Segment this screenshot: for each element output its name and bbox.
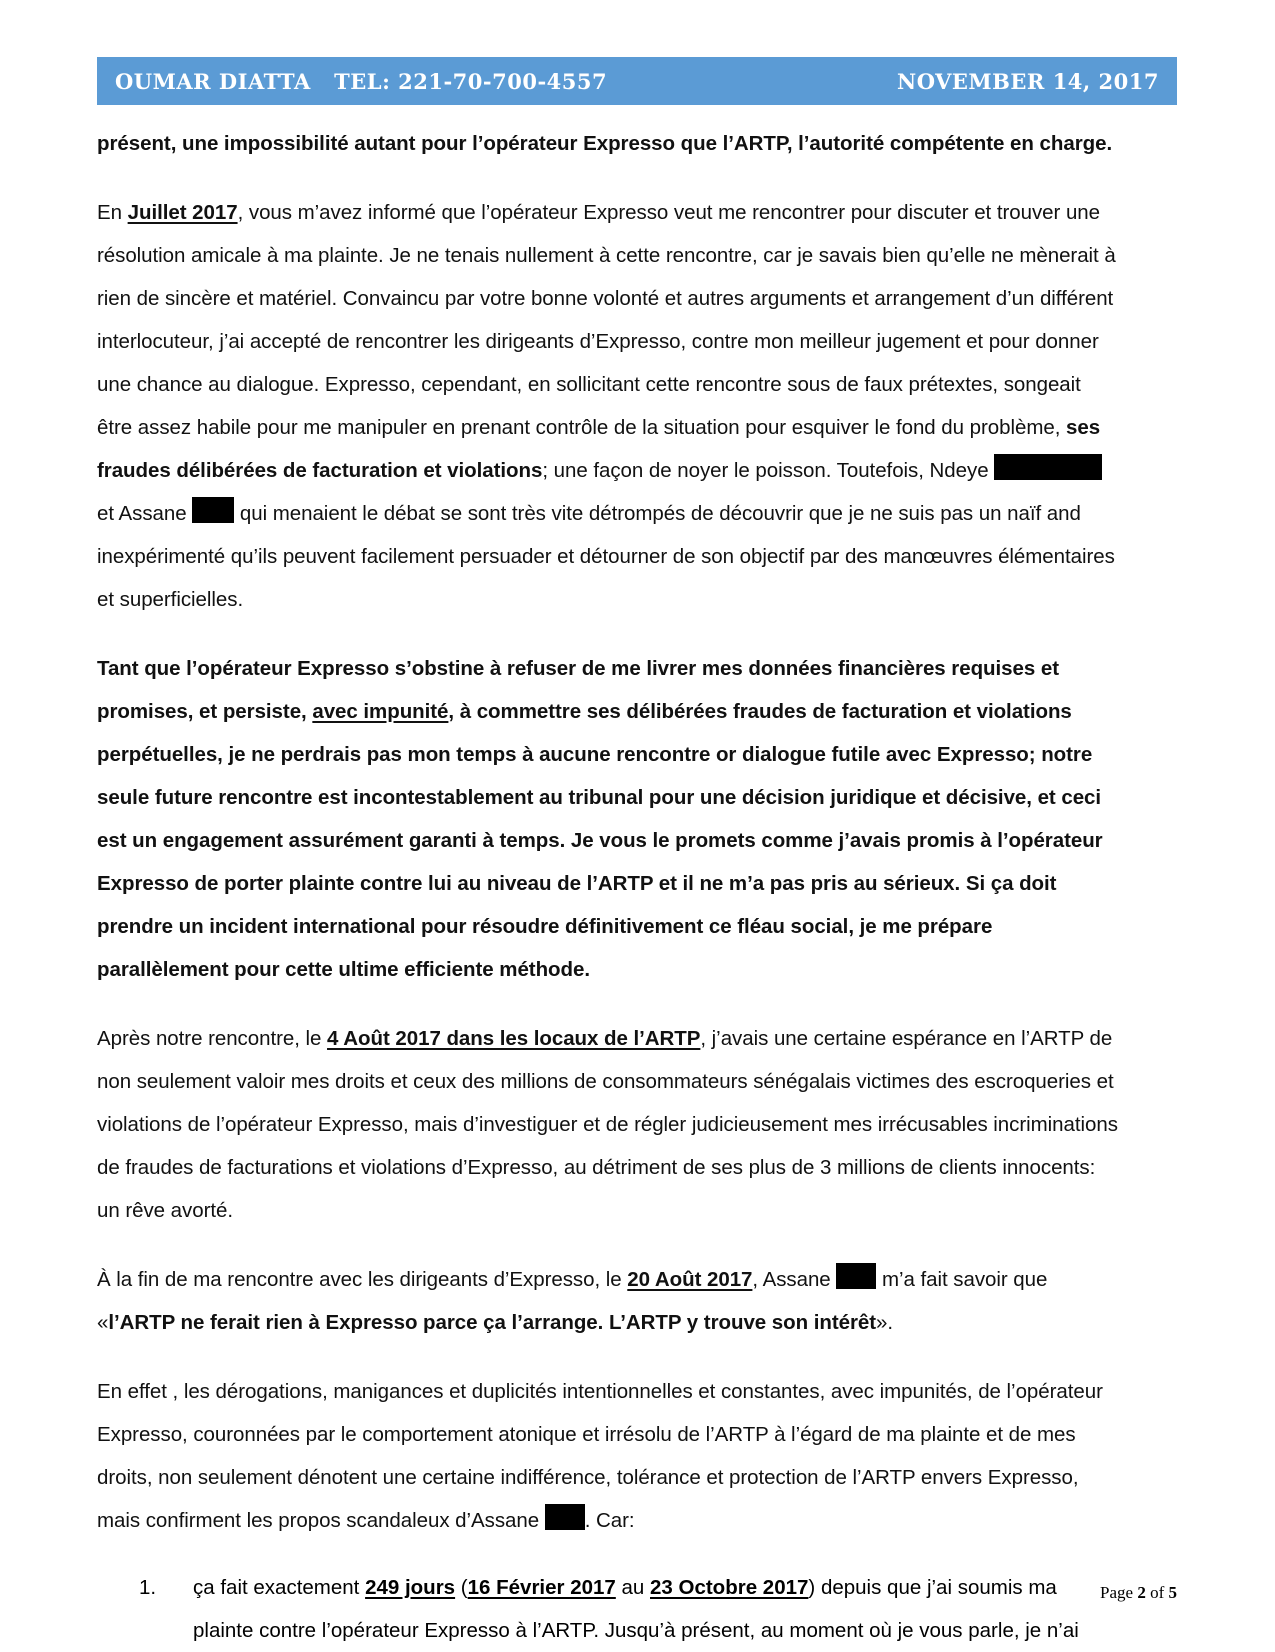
p4-segment-1: Après notre rencontre, le — [97, 1027, 328, 1050]
p3-underline-avec-impunite: avec impunité — [312, 700, 449, 723]
paragraph-3 — [97, 647, 1121, 991]
redaction-bar-assane-3 — [545, 1504, 585, 1530]
header-date: NOVEMBER 14, 2017 — [897, 68, 1159, 94]
li1-segment-1: ça fait exactement — [193, 1576, 366, 1599]
p4-segment-2: , j’avais une certaine espérance en l’ARTP de non seulement valoir mes droits et ceux des millions de consommateurs sénégalais victimes des escroqueries et violations de l’opérateur Expresso, mais d’investiguer et de régler judicieusement mes irrécusables incriminations de fraudes de facturations et violations d’Expresso, au détriment de ses plus de 3 millions de clients innocents: un rêve avorté. — [97, 1027, 1118, 1222]
footer-total-pages: 5 — [1168, 1583, 1177, 1602]
p2-segment-3: ; une façon de noyer le poisson. Toutefois, Ndeye — [542, 459, 995, 482]
paragraph-6 — [97, 1370, 1121, 1542]
p5-segment-2: , Assane — [752, 1268, 837, 1291]
p5-segment-1: À la fin de ma rencontre avec les dirigeants d’Expresso, le — [97, 1268, 628, 1291]
p4-date-4-aout-2017: 4 Août 2017 dans les locaux de l’ARTP — [327, 1027, 701, 1050]
p6-segment-1: En effet , les dérogations, manigances et duplicités intentionnelles et constantes, avec impunités, de l’opérateur Expresso, couronnées par le comportement atonique et irrésolu de l’ARTP à l’égard de ma plainte et de mes droits, non seulement dénotent une certaine indifférence, tolérance et protection de l’ARTP envers Expresso, mais confirment les propos scandaleux d’Assane — [97, 1380, 1103, 1532]
redaction-bar-assane-2 — [836, 1263, 876, 1289]
li1-days-count: 249 jours — [365, 1576, 456, 1599]
li1-segment-3: au — [615, 1576, 651, 1599]
li1-segment-4: ) depuis que j’ai soumis ma plainte contre l’opérateur Expresso à l’ARTP. Jusqu’à présent, au moment où je vous parle, je n’ai — [193, 1576, 1079, 1642]
p5-quote-text: l’ARTP ne ferait rien à Expresso parce ça l’arrange. L’ARTP y trouve son intérêt — [108, 1311, 877, 1334]
p5-segment-3: m’a fait savoir que — [876, 1268, 1048, 1291]
p3-segment-1: Tant que l’opérateur Expresso s’obstine à refuser de me livrer mes données financières requises et promises, et persiste, — [97, 657, 1059, 723]
paragraph-4 — [97, 1017, 1121, 1232]
footer-prefix: Page — [1100, 1583, 1138, 1602]
header-author-contact: OUMAR DIATTA TEL: 221-70-700-4557 — [115, 68, 608, 94]
p2-date-juillet-2017: Juillet 2017 — [127, 201, 238, 224]
paragraph-1 — [97, 122, 1121, 165]
redaction-bar-assane-1 — [192, 497, 234, 523]
numbered-list — [97, 1566, 1121, 1652]
p5-date-20-aout-2017: 20 Août 2017 — [627, 1268, 753, 1291]
p5-quote-close: ». — [876, 1311, 894, 1334]
redaction-bar-ndeye — [994, 454, 1102, 480]
p5-quote-open: « — [97, 1311, 109, 1334]
list-item — [97, 1566, 1121, 1652]
footer-current-page: 2 — [1137, 1583, 1146, 1602]
document-body — [97, 122, 1121, 1652]
p2-segment-5: qui menaient le débat se sont très vite détrompés de découvrir que je ne suis pas un naïf and inexpérimenté qu’ils peuvent facilement persuader et détourner de son objectif par des manœuvres élémentaires et superficielles. — [97, 502, 1115, 611]
li1-date-end: 23 Octobre 2017 — [650, 1576, 809, 1599]
p2-segment-2: , vous m’avez informé que l’opérateur Expresso veut me rencontrer pour discuter et trouver une résolution amicale à ma plainte. Je ne tenais nullement à cette rencontre, car je savais bien qu’elle ne mènerait à rien de sincère et matériel. Convaincu par votre bonne volonté et autres arguments et arrangement d’un différent interlocuteur, j’ai accepté de rencontrer les dirigeants d’Expresso, contre mon meilleur jugement et pour donner une chance au dialogue. Expresso, cependant, en sollicitant cette rencontre sous de faux prétextes, songeait être assez habile pour me manipuler en prenant contrôle de la situation pour esquiver le fond du problème, — [97, 201, 1116, 439]
paragraph-1-text: présent, une impossibilité autant pour l’opérateur Expresso que l’ARTP, l’autorité compétente en charge. — [97, 132, 1113, 155]
page-footer — [97, 1583, 1177, 1603]
p2-bold-fraudes: ses fraudes délibérées de facturation et violations — [97, 416, 1101, 482]
paragraph-5 — [97, 1258, 1121, 1344]
p2-segment-1: En — [97, 201, 128, 224]
p3-segment-2: , à commettre ses délibérées fraudes de facturation et violations perpétuelles, je ne perdrais pas mon temps à aucune rencontre or dialogue futile avec Expresso; notre seule future rencontre est incontestablement au tribunal pour une décision juridique et décisive, et ceci est un engagement assurément garanti à temps. Je vous le promets comme j’avais promis à l’opérateur Expresso de porter plainte contre lui au niveau de l’ARTP et il ne m’a pas pris au sérieux. Si ça doit prendre un incident international pour résoudre définitivement ce fléau social, je me prépare parallèlement pour cette ultime efficiente méthode. — [97, 700, 1103, 981]
li1-segment-2: ( — [455, 1576, 468, 1599]
footer-middle: of — [1145, 1583, 1169, 1602]
li1-date-start: 16 Février 2017 — [467, 1576, 616, 1599]
p6-segment-2: . Car: — [584, 1509, 635, 1532]
paragraph-2 — [97, 191, 1121, 621]
page-header-banner — [97, 57, 1177, 105]
p2-segment-4: et Assane — [97, 502, 193, 525]
